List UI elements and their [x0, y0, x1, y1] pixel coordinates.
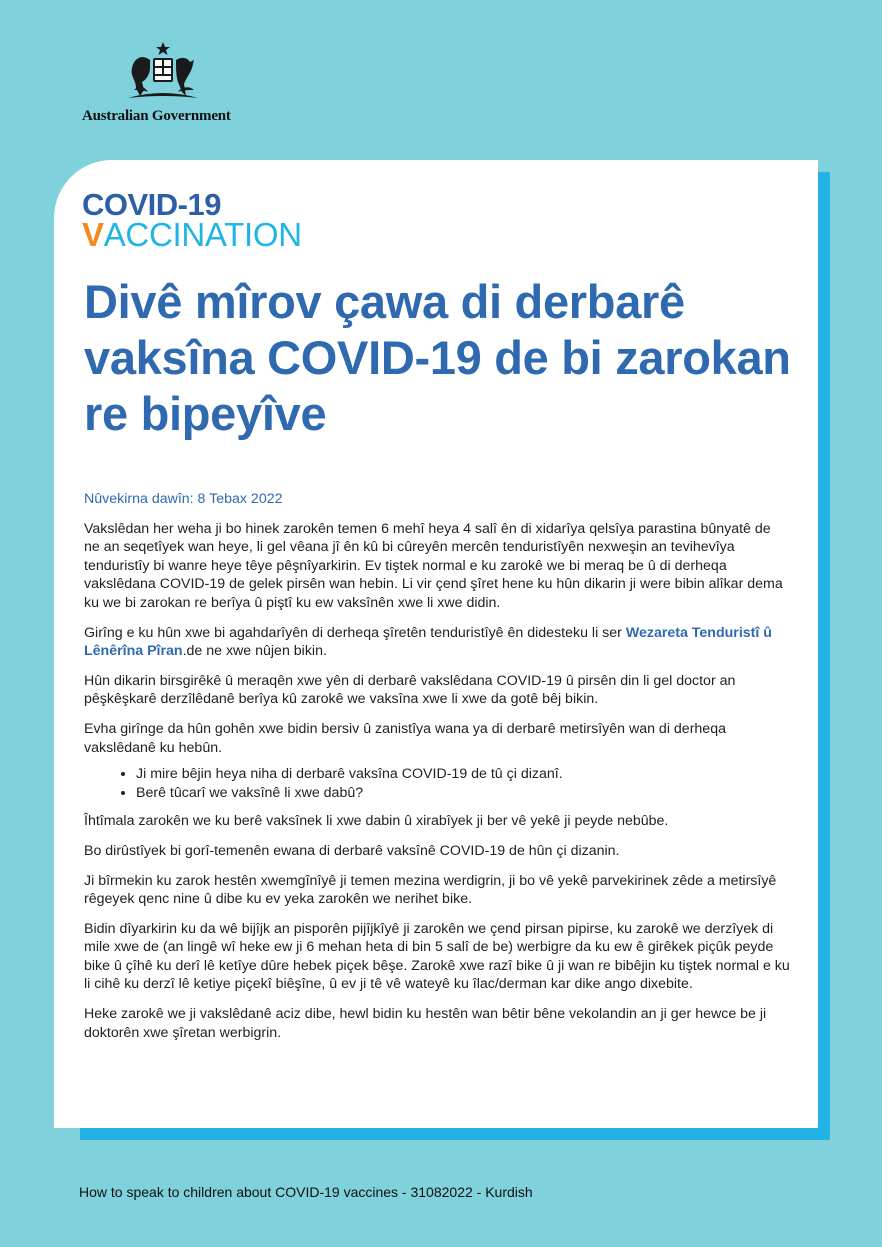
- paragraph-if-upset: Heke zarokê we ji vakslêdanê aciz dibe, hewl bidin ku hestên wan bêtir bêne vekolandin an ji ger hewce be ji doktorên xwe şîretan werbigrin.: [84, 1006, 767, 1041]
- paragraph-age-appropriate: Bo dirûstîyek bi gorî-temenên ewana di derbarê vaksînê COVID-19 de hûn çi dizanin.: [84, 842, 620, 859]
- last-updated: Nûvekirna dawîn: 8 Tebax 2022: [84, 491, 283, 507]
- health-advice-text: Girîng e ku hûn xwe bi agahdarîyên di derheqa şîretên tenduristîyê ên didesteku li ser: [84, 624, 626, 641]
- logo-vaccination-text: [82, 218, 302, 252]
- logo-covid-text: COVID-19: [82, 187, 221, 222]
- page-title: Divê mîrov çawa di derbarê vaksîna COVID-19 de bi zarokan re bipeyîve: [84, 275, 791, 440]
- article-body: [84, 490, 790, 1053]
- paragraph-anxiety: Ji bîrmekin ku zarok hestên xwemgînîyê ji temen mezina werdigrin, ji bo vê yekê parvekirinek zêde a metirsîyê rêgeyek qenc nine û dibe ku ev yeka zarokên we nerihet bike.: [84, 872, 777, 908]
- paragraph-listen: Evha girînge da hûn gohên xwe bidin bersiv û zanistîya wana ya di derbarê metirsîyên wan di derheqa vakslêdanê ku hebûn.: [84, 720, 726, 756]
- coat-of-arms-icon: [120, 40, 206, 106]
- question-list: [84, 765, 790, 802]
- paragraph-what-to-expect: Bidin dîyarkirin ku da wê bijîjk an pisporên pijîjkîyê ji zarokên we çend pirsan pipirse, ku zarokê we derzîyek di mile xwe de (an lingê wî heke ew ji 6 mehan heta di bin 5 salî de be) werbigre da ku ew ê girêkek piçûk peyde bike û çîhê ku derî lê ketîye dûre hebek piçek bêşe. Zarokê xwe razî bike û ji wan re bibêjin ku tiştek normal e ku li cihê ku derzî lê ketiye piçekî biêşîne, û ev ji tê vê wateyê ku îlac/derman kar dike ango dixebite.: [84, 920, 790, 993]
- list-item: • Berê tûcarî we vaksînê li xwe dabû?: [136, 784, 790, 803]
- logo-check-icon: V: [82, 216, 104, 253]
- list-item: • Ji mire bêjin heya niha di derbarê vaksîna COVID-19 de tû çi dizanî.: [136, 765, 790, 784]
- health-advice-text-end: .de ne xwe nûjen bikin.: [182, 643, 327, 660]
- paragraph-previous-vaccine: Îhtîmala zarokên we ku berê vaksînek li xwe dabin û xirabîyek ji ber vê yekê ji peyde nebûbe.: [84, 813, 669, 830]
- content-card: [54, 160, 818, 1128]
- logo-vaccination-rest: ACCINATION: [103, 216, 302, 253]
- department-health-link[interactable]: Wezareta Tenduristî û Lênêrîna Pîran: [84, 624, 772, 660]
- document-footer: How to speak to children about COVID-19 vaccines - 31082022 - Kurdish: [79, 1184, 533, 1200]
- paragraph-health-advice: [84, 624, 790, 661]
- paragraph-intro: Vakslêdan her weha ji bo hinek zarokên temen 6 mehî heya 4 salî ên di xidarîya qelsîya parastina bûnyatê de ne an seqetîyek wan heye, li gel vêana jî ên kû bi cûreyên mercên tenduristîyên nexweşin an tevihevîya tenduristîy bi wanre heye têye pêşnîyarkirin. Ev tiştek normal e ku zarokê we bi meraq be û di derheqa vakslêdana COVID-19 de gelek pirsên wan hebin. Li vir çend şîret hene ku hûn dikarin ji were bibin alîkar dema ku we bi zarokan re berîya û piştî ku ew vaksînên xwe li xwe didin.: [84, 520, 783, 611]
- covid-vaccination-logo: [82, 188, 332, 254]
- government-name: Australian Government: [82, 108, 231, 124]
- paragraph-discuss-doctor: Hûn dikarin birsgirêkê û meraqên xwe yên di derbarê vakslêdana COVID-19 û pirsên din li gel doctor an pêşkêşkarê derzîlêdanê berîya kû zarokê we vaksîna xwe li xwe da gotê bêj bikin.: [84, 672, 736, 708]
